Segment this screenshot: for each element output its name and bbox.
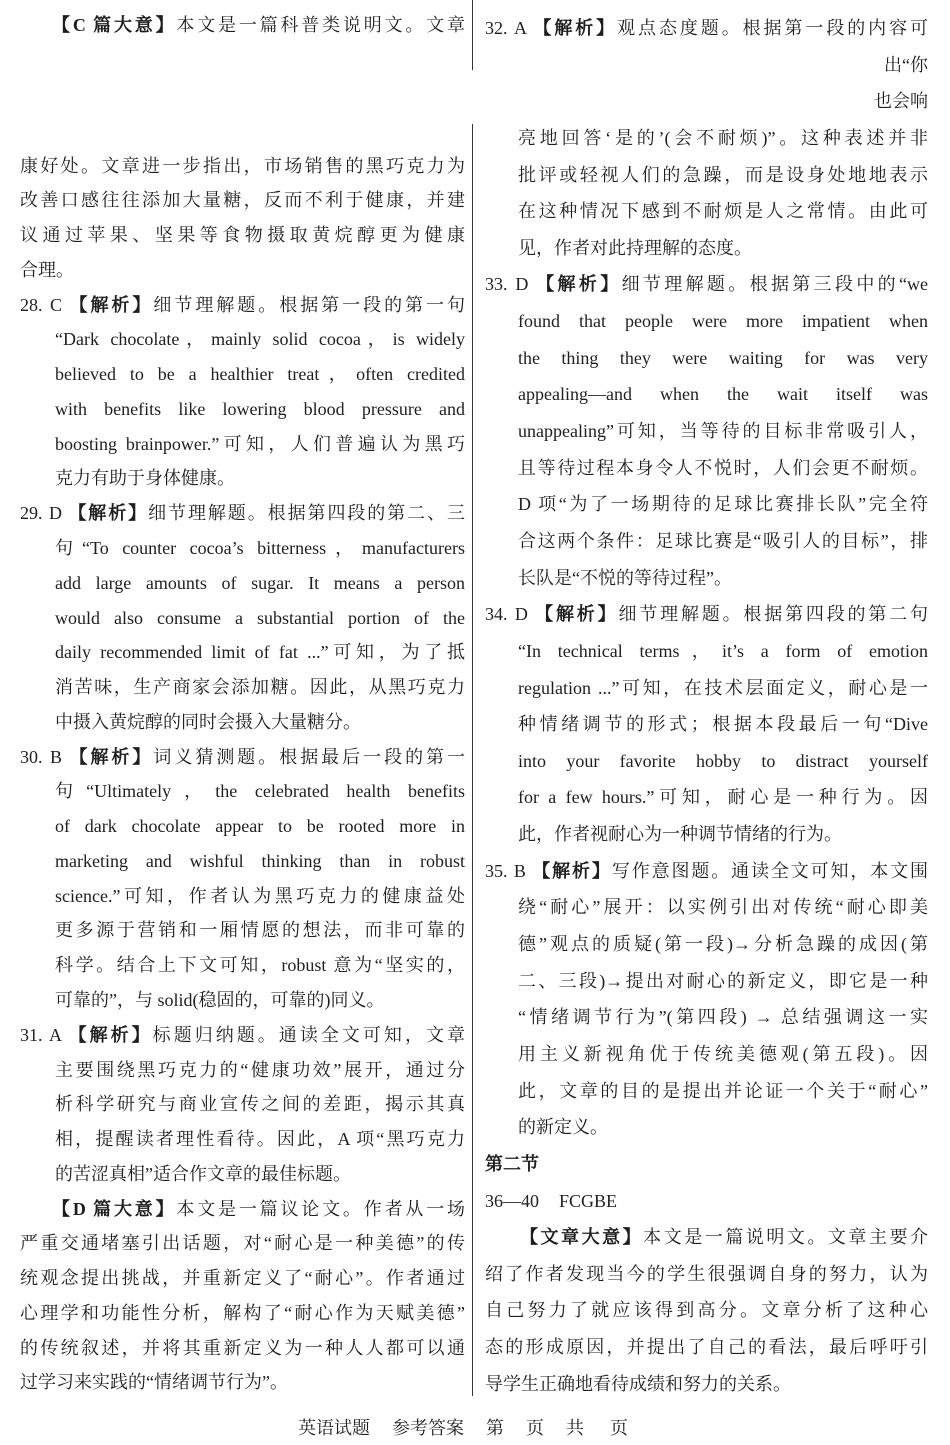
item-number: 34. [485, 604, 508, 625]
text-line: “In technical terms，it’s a form of emotion [518, 640, 928, 661]
item-first-line [20, 740, 465, 775]
text-line: 用主义新视角优于传统美德观(第五段)。因 [518, 1043, 928, 1064]
text-line: daily recommended limit of fat ...”可知，为了抵 [55, 642, 465, 663]
column-divider [472, 0, 473, 70]
line-text: 标题归纳题。通读全文可知，文章 [152, 1024, 465, 1045]
text-line: 此，文章的目的是提出并论证一个关于“耐心” [518, 1080, 928, 1101]
text-line: 心理学和功能性分析，解构了“耐心作为天赋美德” [20, 1302, 465, 1323]
item-number: 29. [20, 503, 43, 524]
line-text: 写作意图题。通读全文可知，本文围 [611, 860, 928, 881]
item-answer: D [514, 604, 528, 625]
text-line: 也会响 [874, 91, 928, 112]
left-column [20, 149, 465, 1401]
text-line: 种情绪调节的形式；根据本段最后一句“Dive [518, 714, 928, 735]
text-line: 态的形成原因，并提出了自己的看法，最后呼吁引 [485, 1337, 928, 1358]
text-line: 德”观点的质疑(第一段)→分析急躁的成因(第 [518, 934, 928, 955]
text-line: 统观念提出挑战，并重新定义了“耐心”。作者通过 [20, 1268, 465, 1289]
answer-item-33 [485, 266, 928, 596]
footer-page-prefix: 第 [486, 1418, 504, 1438]
passage-c-summary-line [20, 8, 465, 43]
item-number: 35. [485, 860, 508, 881]
text-line: 康好处。文章进一步指出，市场销售的黑巧克力为 [20, 155, 465, 176]
text-line: appealing—and when the wait itself was [518, 384, 928, 405]
text-line: 的苦涩真相”适合作文章的最佳标题。 [55, 1163, 351, 1184]
text-line: D 项“为了一场期待的足球比赛排长队”完全符 [518, 494, 928, 515]
text-line: marketing and wishful thinking than in robust [55, 850, 465, 871]
text-line: 导学生正确地看待成绩和努力的关系。 [485, 1373, 791, 1394]
passage-d-summary [20, 1192, 465, 1401]
text-line: into your favorite hobby to distract yourself [518, 750, 928, 771]
analysis-tag: 【解析】 [533, 18, 618, 38]
footer-total-prefix: 共 [566, 1418, 584, 1438]
text-line: 二、三段)→提出对耐心的新定义，即它是一种 [518, 970, 928, 991]
item-answer: C [49, 294, 62, 315]
text-line: science.”可知，作者认为黑巧克力的健康益处 [55, 885, 465, 906]
item-number: 31. [20, 1024, 43, 1045]
text-line: with benefits like lowering blood pressure and [55, 398, 465, 419]
item-answer: B [49, 746, 62, 767]
item-answer: D [48, 503, 62, 524]
line-text: 词义猜测题。根据最后一段的第一 [153, 746, 465, 767]
text-line: 的传统叙述，并将其重新定义为一种人人都可以通 [20, 1337, 465, 1358]
item-first-line [485, 10, 928, 47]
text-line: add large amounts of sugar. It means a person [55, 572, 465, 593]
summary-heading: 【C 篇大意】 [52, 15, 177, 35]
answer-item-31 [20, 1018, 465, 1192]
text-line: boosting brainpower.”可知，人们普遍认为黑巧 [55, 433, 465, 454]
text-line: of dark chocolate appear to be rooted more in [55, 816, 465, 837]
text-line: found that people were more impatient when [518, 311, 928, 332]
item-number: 30. [20, 746, 43, 767]
summary-heading: 【D 篇大意】 [52, 1198, 177, 1219]
text-line: 消苦味，生产商家会添加糖。因此，从黑巧克力 [55, 677, 465, 698]
text-line: for a few hours.”可知，耐心是一种行为。因 [518, 787, 928, 808]
text-line: believed to be a healthier treat，often credited [55, 364, 465, 385]
footer-subject: 英语试题 [298, 1418, 370, 1438]
line-text: 本文是一篇科普类说明文。文章 [176, 15, 465, 35]
text-line: 中摄入黄烷醇的同时会摄入大量糖分。 [55, 711, 361, 732]
footer-total-unit: 页 [610, 1418, 628, 1438]
text-line: “Dark chocolate，mainly solid cocoa，is widely [55, 329, 465, 350]
text-line: 在这种情况下感到不耐烦是人之常情。由此可 [518, 201, 928, 222]
analysis-tag: 【解析】 [535, 604, 619, 625]
answers-36-40 [485, 1183, 928, 1220]
text-line: 合这两个条件：足球比赛是“吸引人的目标”，排 [518, 530, 928, 551]
item-answer: B [513, 860, 526, 881]
item-number: 28. [20, 294, 43, 315]
text-line: would also consume a substantial portion of the [55, 607, 465, 628]
text-line: 此，作者视耐心为一种调节情绪的行为。 [518, 824, 842, 845]
text-line: 绍了作者发现当今的学生很强调自身的努力，认为 [485, 1263, 928, 1284]
column-divider [472, 124, 473, 1396]
line-text: 细节理解题。根据第四段的第二句 [618, 604, 928, 625]
text-line: 句“To counter cocoa’s bitterness，manufacturers [55, 538, 465, 559]
line-text: 本文是一篇议论文。作者从一场 [176, 1198, 465, 1219]
text-line: regulation ...”可知，在技术层面定义，耐心是一 [518, 677, 928, 698]
answer-letters: FCGBE [559, 1190, 618, 1211]
summary-first-line [485, 1219, 928, 1256]
line-text: 观点态度题。根据第一段的内容可 [617, 18, 928, 38]
text-line: 且等待过程本身令人不悦时，人们会更不耐烦。 [518, 457, 928, 478]
text-line: 批评或轻视人们的急躁，而是设身处地地表示 [518, 164, 928, 185]
text-line: “情绪调节行为”(第四段) → 总结强调这一实 [518, 1007, 928, 1028]
item-first-line [20, 496, 465, 531]
item-answer: D [515, 274, 529, 295]
summary-first-line [20, 1192, 465, 1227]
item-first-line [485, 266, 928, 303]
text-line: 见，作者对此持理解的态度。 [518, 237, 752, 258]
item-number: 33. [485, 274, 508, 295]
item-first-line [20, 288, 465, 323]
analysis-tag: 【解析】 [68, 503, 149, 524]
answer-item-34 [485, 596, 928, 852]
text-line: 主要围绕黑巧克力的“健康功效”展开，通过分 [55, 1059, 465, 1080]
summary-heading: 【文章大意】 [520, 1227, 644, 1248]
text-line: the thing they were waiting for was very [518, 347, 928, 368]
text-line: 合理。 [20, 259, 74, 280]
answer-item-28 [20, 288, 465, 497]
item-answer: A [49, 1024, 62, 1045]
text-line: 亮地回答‘是的’(会不耐烦)”。这种表述并非 [518, 127, 928, 148]
text-line: 严重交通堵塞引出话题，对“耐心是一种美德”的传 [20, 1233, 465, 1254]
analysis-tag: 【解析】 [536, 274, 622, 295]
item-first-line [485, 596, 928, 633]
text-line: 可靠的”，与 solid(稳固的，可靠的)同义。 [55, 989, 385, 1010]
text-line: 绕“耐心”展开：以实例引出对传统“耐心即美 [518, 897, 928, 918]
text-line: 自己努力了就应该得到高分。文章分析了这种心 [485, 1300, 928, 1321]
text-line: 克力有助于身体健康。 [55, 468, 235, 489]
analysis-tag: 【解析】 [532, 860, 612, 881]
text-line: 更多源于营销和一厢情愿的想法，而非可靠的 [55, 920, 465, 941]
footer-doc-type: 参考答案 [392, 1418, 464, 1438]
item-number: 32. [485, 18, 508, 38]
line-text: 细节理解题。根据第四段的第二、三 [148, 503, 465, 524]
answer-item-30 [20, 740, 465, 1018]
line-text: 本文是一篇说明文。文章主要介 [643, 1227, 928, 1248]
item-first-line [485, 853, 928, 890]
text-line: 出“你 [884, 54, 928, 75]
section-heading: 第二节 [485, 1153, 539, 1174]
line-text: 细节理解题。根据第三段中的“we [621, 274, 928, 295]
line-text: 细节理解题。根据第一段的第一句 [153, 294, 465, 315]
text-line: 的新定义。 [518, 1117, 608, 1138]
right-column [485, 10, 928, 1402]
footer-page-unit: 页 [526, 1418, 544, 1438]
text-line: 长队是“不悦的等待过程”。 [518, 567, 732, 588]
text-line: 过学习来实践的“情绪调节行为”。 [20, 1372, 288, 1393]
answer-item-35 [485, 853, 928, 1146]
text-line: 议通过苹果、坚果等食物摄取黄烷醇更为健康 [20, 225, 465, 246]
item-first-line [20, 1018, 465, 1053]
text-line: unappealing”可知，当等待的目标非常吸引人， [518, 421, 928, 442]
analysis-tag: 【解析】 [69, 294, 154, 315]
analysis-tag: 【解析】 [68, 1024, 153, 1045]
text-line: 改善口感往往添加大量糖，反而不利于健康，并建 [20, 190, 465, 211]
analysis-tag: 【解析】 [69, 746, 154, 767]
passage-c-summary [20, 149, 465, 288]
answer-item-29 [20, 496, 465, 739]
left-column-top [20, 8, 465, 43]
page-footer [298, 1416, 628, 1440]
section-two [485, 1146, 928, 1219]
text-line: 相，提醒读者理性看待。因此，A 项“黑巧克力 [55, 1129, 465, 1150]
question-range: 36—40 [485, 1190, 539, 1211]
text-line: 析科学研究与商业宣传之间的差距，揭示其真 [55, 1094, 465, 1115]
answer-item-32 [485, 10, 928, 266]
passage-summary [485, 1219, 928, 1402]
text-line: 科学。结合上下文可知，robust 意为“坚实的， [55, 955, 465, 976]
text-line: 句“Ultimately，the celebrated health benefits [55, 781, 465, 802]
item-answer: A [513, 18, 526, 38]
